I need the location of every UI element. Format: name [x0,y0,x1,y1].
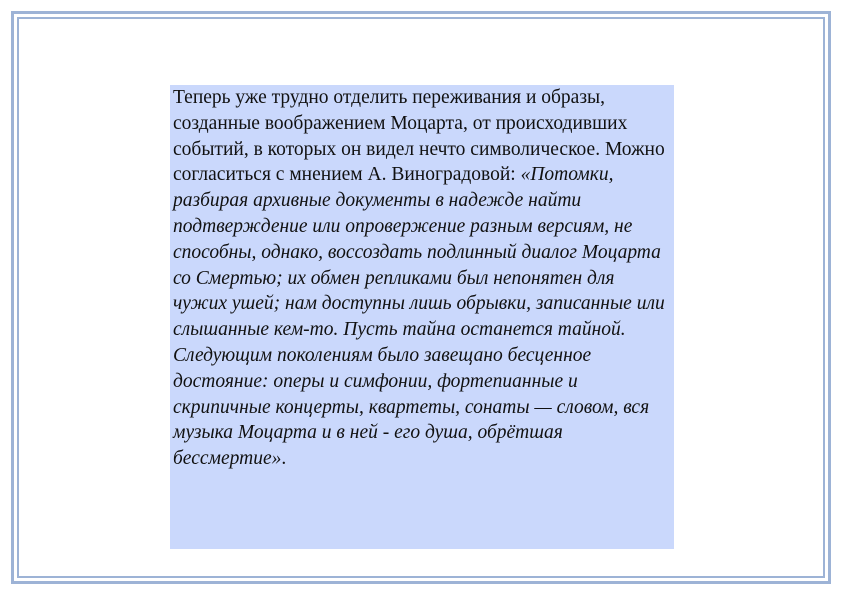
body-paragraph [173,85,668,472]
text-box [170,85,674,549]
quote-text: «Потомки, разбирая архивные документы в надежде найти подтверждение или опровержение разным версиям, не способны, однако, воссоздать подлинный диалог Моцарта со Смертью; их обмен репликами был непонятен для чужих ушей; нам доступны лишь обрывки, записанные или слышанные кем-то. Пусть тайна останется тайной. Следующим поколениям было завещано бесценное достояние: оперы и симфонии, фортепианные и скрипичные концерты, квартеты, сонаты — словом, вся музыка Моцарта и в ней - его душа, обрётшая бессмертие» [173,164,665,470]
closing-punctuation: . [281,448,287,470]
intro-text: Теперь уже трудно отделить переживания и образы, созданные воображением Моцарта, от происходивших событий, в которых он видел нечто символическое. Можно согласиться с мнением А. Виноградовой: [173,87,665,186]
